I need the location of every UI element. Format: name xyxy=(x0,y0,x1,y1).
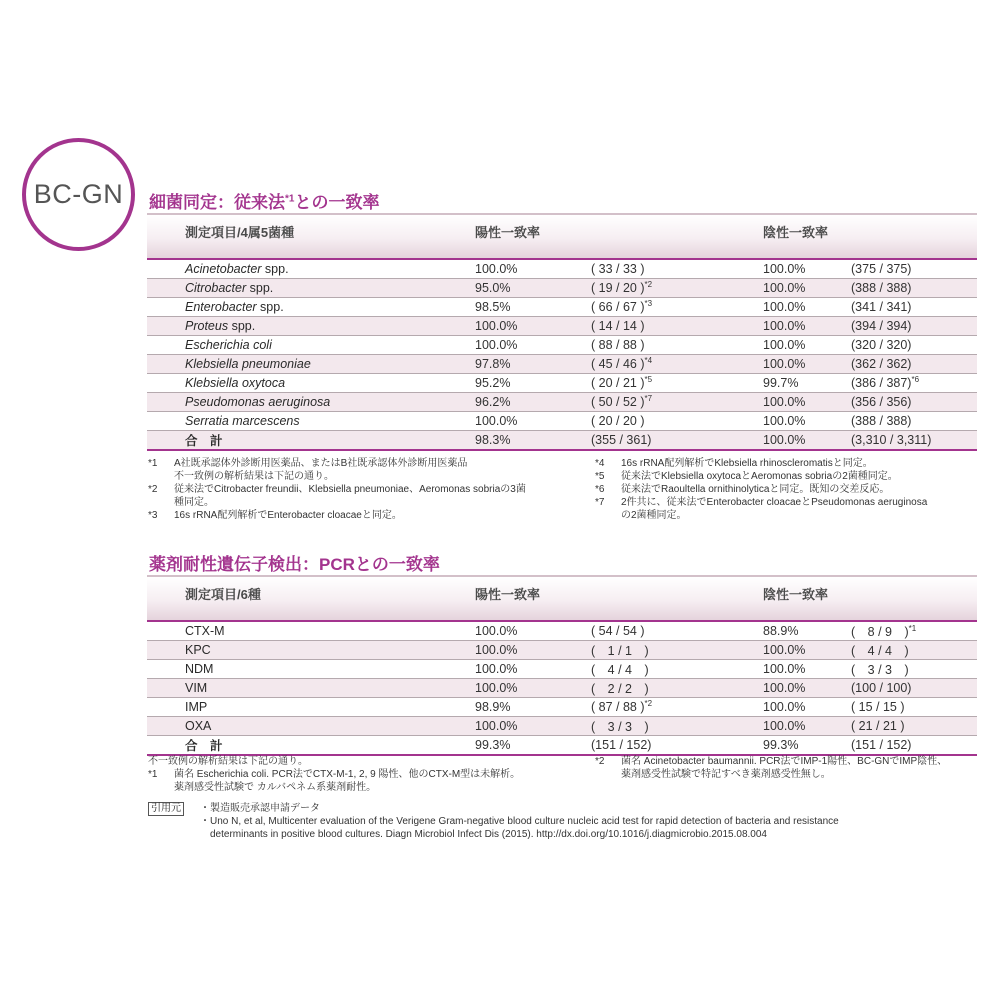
table-row xyxy=(147,355,977,374)
positive-footnote-mark: *2 xyxy=(644,699,653,709)
negative-count-cell xyxy=(851,698,977,717)
negative-count-cell xyxy=(851,259,977,279)
positive-count-cell xyxy=(563,279,763,298)
item-name xyxy=(147,374,475,393)
table-row xyxy=(147,393,977,412)
footnote-key: *5 xyxy=(595,471,605,482)
citation-line: determinants in positive blood cultures. Diagn Microbiol Infect Dis (2015). http://dx.doi.org/10.1016/j.diagmicrobio.2015.08.004 xyxy=(200,829,767,840)
citation-line: ・Uno N, et al, Multicenter evaluation of the Verigene Gram-negative blood culture nucleic acid test for rapid detection of bacteria and resistance xyxy=(200,816,839,827)
table-row xyxy=(147,679,977,698)
positive-count: ( 2 / 2 ) xyxy=(591,682,649,696)
positive-count-cell xyxy=(563,374,763,393)
negative-count: (394 / 394) xyxy=(851,319,912,334)
total-row xyxy=(147,431,977,451)
positive-rate: 100.0% xyxy=(475,717,563,736)
footnote-key: *1 xyxy=(148,769,158,780)
total-positive-rate: 99.3% xyxy=(475,736,563,756)
negative-rate: 100.0% xyxy=(763,660,851,679)
total-label: 合 計 xyxy=(147,736,475,756)
item-name-text: Citrobacter xyxy=(185,281,247,295)
section1-notes-left xyxy=(148,457,568,522)
footnote-text: 16s rRNA配列解析でEnterobacter cloacaeと同定。 xyxy=(174,510,402,521)
positive-count-cell xyxy=(563,393,763,412)
item-name xyxy=(147,621,475,641)
item-name xyxy=(147,679,475,698)
negative-rate: 100.0% xyxy=(763,355,851,374)
item-name-text: IMP xyxy=(185,700,208,714)
item-name-text: KPC xyxy=(185,643,211,657)
footnote xyxy=(148,768,588,781)
footnote xyxy=(148,457,568,470)
item-name xyxy=(147,279,475,298)
table-row xyxy=(147,279,977,298)
negative-count: (320 / 320) xyxy=(851,338,912,353)
negative-rate: 100.0% xyxy=(763,336,851,355)
negative-rate: 100.0% xyxy=(763,279,851,298)
footnote-text: 菌名 Acinetobacter baumannii. PCR法でIMP-1陽性、BC-GNでIMP陰性、 xyxy=(621,756,948,767)
total-positive-count: (355 / 361) xyxy=(563,431,763,451)
item-name xyxy=(147,355,475,374)
positive-rate: 100.0% xyxy=(475,621,563,641)
footnote-key: *1 xyxy=(148,458,158,469)
positive-count: ( 20 / 20 ) xyxy=(591,414,645,429)
positive-count: ( 66 / 67 ) xyxy=(591,300,645,315)
negative-rate: 100.0% xyxy=(763,317,851,336)
negative-count: ( 4 / 4 ) xyxy=(851,644,909,658)
negative-count-cell xyxy=(851,660,977,679)
footnote-text: 薬剤感受性試験で特記すべき薬剤感受性無し。 xyxy=(621,769,831,780)
footnote-key xyxy=(595,768,621,781)
footnote-text: の2菌種同定。 xyxy=(621,510,687,521)
total-positive-rate: 98.3% xyxy=(475,431,563,451)
item-name xyxy=(147,336,475,355)
footnote-text: 菌名 Escherichia coli. PCR法でCTX-M-1, 2, 9 陽性、他のCTX-M型は未解析。 xyxy=(174,769,521,780)
positive-footnote-mark: *5 xyxy=(644,375,653,385)
positive-rate: 98.5% xyxy=(475,298,563,317)
section1-notes-right xyxy=(595,457,975,522)
total-positive-count: (151 / 152) xyxy=(563,736,763,756)
footnote xyxy=(595,755,975,768)
item-name xyxy=(147,298,475,317)
item-name-text: Acinetobacter xyxy=(185,262,262,276)
item-name-text: Klebsiella pneumoniae xyxy=(185,357,311,371)
section2-title: 薬剤耐性遺伝子検出：PCRとの一致率 xyxy=(149,555,440,574)
total-label: 合 計 xyxy=(147,431,475,451)
negative-count-cell xyxy=(851,374,977,393)
positive-rate: 95.2% xyxy=(475,374,563,393)
section2-notes-right xyxy=(595,755,975,781)
footnote-key xyxy=(148,496,174,509)
positive-count-cell xyxy=(563,679,763,698)
positive-count: ( 50 / 52 ) xyxy=(591,395,645,410)
table-row xyxy=(147,298,977,317)
item-name-text: OXA xyxy=(185,719,212,733)
table-row xyxy=(147,660,977,679)
footnote xyxy=(595,509,975,522)
positive-count: ( 54 / 54 ) xyxy=(591,624,645,639)
positive-rate: 100.0% xyxy=(475,679,563,698)
positive-count-cell xyxy=(563,317,763,336)
citation-label: 引用元 xyxy=(148,802,184,816)
resistance-gene-table xyxy=(147,575,977,756)
section2-notes-left xyxy=(148,768,588,794)
header-negative: 陰性一致率 xyxy=(763,214,977,259)
footnote-text: 従来法でRaoultella ornithinolyticaと同定。既知の交差反応。 xyxy=(621,484,890,495)
negative-rate: 100.0% xyxy=(763,298,851,317)
item-name-suffix: spp. xyxy=(246,281,274,295)
negative-count: (341 / 341) xyxy=(851,300,912,315)
negative-count: ( 15 / 15 ) xyxy=(851,700,905,715)
footnote-key: *7 xyxy=(595,497,605,508)
negative-count-cell xyxy=(851,641,977,660)
negative-count: (386 / 387) xyxy=(851,376,912,391)
positive-count-cell xyxy=(563,621,763,641)
item-name-text: Pseudomonas aeruginosa xyxy=(185,395,331,409)
section2-notes-intro: 不一致例の解析結果は下記の通り。 xyxy=(148,756,308,767)
positive-count: ( 87 / 88 ) xyxy=(591,700,645,715)
header-positive: 陽性一致率 xyxy=(475,576,763,621)
positive-count-cell xyxy=(563,336,763,355)
negative-count-cell xyxy=(851,279,977,298)
positive-footnote-mark: *3 xyxy=(644,299,653,309)
negative-count: (362 / 362) xyxy=(851,357,912,372)
item-name-text: Proteus xyxy=(185,319,229,333)
negative-rate: 100.0% xyxy=(763,412,851,431)
negative-rate: 100.0% xyxy=(763,679,851,698)
footnote-key xyxy=(148,470,174,483)
citation-text xyxy=(200,802,960,841)
positive-rate: 100.0% xyxy=(475,660,563,679)
negative-count: (388 / 388) xyxy=(851,414,912,429)
positive-count: ( 14 / 14 ) xyxy=(591,319,645,334)
negative-count-cell xyxy=(851,336,977,355)
section1-title: 細菌同定：従来法$^{*1}$との一致率 xyxy=(149,193,380,212)
positive-count-cell xyxy=(563,641,763,660)
header-item: 測定項目/4属5菌種 xyxy=(147,214,475,259)
table-row xyxy=(147,412,977,431)
positive-rate: 100.0% xyxy=(475,259,563,279)
positive-footnote-mark: *7 xyxy=(644,394,653,404)
negative-count-cell xyxy=(851,717,977,736)
total-negative-count: (151 / 152) xyxy=(851,736,977,756)
footnote-text: 16s rRNA配列解析でKlebsiella rhinoscleromatisと同定。 xyxy=(621,458,873,469)
footnote-text: 2件共に、従来法でEnterobacter cloacaeとPseudomonas aeruginosa xyxy=(621,497,928,508)
total-negative-rate: 100.0% xyxy=(763,431,851,451)
negative-count-cell xyxy=(851,621,977,641)
positive-rate: 100.0% xyxy=(475,412,563,431)
positive-count-cell xyxy=(563,412,763,431)
item-name-text: Klebsiella oxytoca xyxy=(185,376,286,390)
footnote-text: A社既承認体外診断用医薬品、またはB社既承認体外診断用医薬品 xyxy=(174,458,468,469)
footnote-key: *2 xyxy=(148,484,158,495)
footnote xyxy=(595,457,975,470)
negative-footnote-mark: *6 xyxy=(911,375,920,385)
positive-count-cell xyxy=(563,259,763,279)
item-name-text: CTX-M xyxy=(185,624,225,638)
negative-count-cell xyxy=(851,393,977,412)
positive-count: ( 19 / 20 ) xyxy=(591,281,645,296)
negative-count: (100 / 100) xyxy=(851,681,912,696)
item-name xyxy=(147,317,475,336)
item-name xyxy=(147,259,475,279)
table-row xyxy=(147,317,977,336)
positive-rate: 100.0% xyxy=(475,641,563,660)
positive-count: ( 45 / 46 ) xyxy=(591,357,645,372)
total-negative-count: (3,310 / 3,311) xyxy=(851,431,977,451)
item-name xyxy=(147,412,475,431)
positive-count-cell xyxy=(563,298,763,317)
item-name xyxy=(147,698,475,717)
positive-count: ( 1 / 1 ) xyxy=(591,644,649,658)
footnote-key: *6 xyxy=(595,484,605,495)
negative-count-cell xyxy=(851,317,977,336)
positive-count: ( 33 / 33 ) xyxy=(591,262,645,277)
negative-count-cell xyxy=(851,298,977,317)
header-negative: 陰性一致率 xyxy=(763,576,977,621)
positive-rate: 100.0% xyxy=(475,336,563,355)
footnote xyxy=(595,483,975,496)
footnote xyxy=(595,496,975,509)
header-positive: 陽性一致率 xyxy=(475,214,763,259)
positive-footnote-mark: *4 xyxy=(644,356,653,366)
footnote xyxy=(148,509,568,522)
bc-gn-badge: BC-GN xyxy=(22,138,135,251)
negative-rate: 100.0% xyxy=(763,698,851,717)
footnote xyxy=(148,496,568,509)
item-name-text: Enterobacter xyxy=(185,300,257,314)
positive-count: ( 3 / 3 ) xyxy=(591,720,649,734)
positive-count-cell xyxy=(563,717,763,736)
footnote-key: *4 xyxy=(595,458,605,469)
item-name-text: NDM xyxy=(185,662,214,676)
negative-rate: 100.0% xyxy=(763,641,851,660)
item-name-text: VIM xyxy=(185,681,208,695)
positive-rate: 95.0% xyxy=(475,279,563,298)
footnote xyxy=(148,483,568,496)
footnote xyxy=(148,470,568,483)
negative-footnote-mark: *1 xyxy=(908,623,917,633)
item-name xyxy=(147,660,475,679)
negative-count-cell xyxy=(851,412,977,431)
footnote-text: 従来法でKlebsiella oxytocaとAeromonas sobriaの2菌種同定。 xyxy=(621,471,898,482)
negative-count: ( 8 / 9 ) xyxy=(851,625,909,639)
footnote-text: 従来法でCitrobacter freundii、Klebsiella pneumoniae、Aeromonas sobriaの3菌 xyxy=(174,484,526,495)
positive-footnote-mark: *2 xyxy=(644,280,653,290)
header-item: 測定項目/6種 xyxy=(147,576,475,621)
positive-count-cell xyxy=(563,698,763,717)
positive-count-cell xyxy=(563,660,763,679)
item-name-suffix: spp. xyxy=(228,319,256,333)
negative-count-cell xyxy=(851,355,977,374)
footnote-key xyxy=(595,509,621,522)
negative-rate: 100.0% xyxy=(763,717,851,736)
item-name xyxy=(147,717,475,736)
negative-rate: 100.0% xyxy=(763,259,851,279)
item-name-text: Serratia marcescens xyxy=(185,414,300,428)
negative-count-cell xyxy=(851,679,977,698)
footnote-key: *2 xyxy=(595,756,605,767)
positive-count-cell xyxy=(563,355,763,374)
positive-rate: 98.9% xyxy=(475,698,563,717)
footnote-key: *3 xyxy=(148,510,158,521)
bacteria-table xyxy=(147,213,977,451)
item-name-suffix: spp. xyxy=(256,300,284,314)
table-row xyxy=(147,336,977,355)
footnote xyxy=(148,781,588,794)
item-name xyxy=(147,393,475,412)
footnote-key xyxy=(148,781,174,794)
footnote-text: 薬剤感受性試験で カルバペネム系薬剤耐性。 xyxy=(174,782,377,793)
table-row xyxy=(147,374,977,393)
table-row xyxy=(147,259,977,279)
positive-rate: 96.2% xyxy=(475,393,563,412)
negative-count: (356 / 356) xyxy=(851,395,912,410)
negative-rate: 100.0% xyxy=(763,393,851,412)
table-row xyxy=(147,717,977,736)
negative-rate: 99.7% xyxy=(763,374,851,393)
positive-count: ( 88 / 88 ) xyxy=(591,338,645,353)
footnote-text: 種同定。 xyxy=(174,497,214,508)
positive-count: ( 4 / 4 ) xyxy=(591,663,649,677)
table-row xyxy=(147,641,977,660)
footnote xyxy=(595,768,975,781)
item-name-suffix: spp. xyxy=(261,262,289,276)
negative-count: (388 / 388) xyxy=(851,281,912,296)
table-row xyxy=(147,621,977,641)
footnote xyxy=(595,470,975,483)
total-row xyxy=(147,736,977,756)
positive-rate: 100.0% xyxy=(475,317,563,336)
negative-count: (375 / 375) xyxy=(851,262,912,277)
negative-rate: 88.9% xyxy=(763,621,851,641)
positive-count: ( 20 / 21 ) xyxy=(591,376,645,391)
total-negative-rate: 99.3% xyxy=(763,736,851,756)
positive-rate: 97.8% xyxy=(475,355,563,374)
table-row xyxy=(147,698,977,717)
item-name xyxy=(147,641,475,660)
item-name-text: Escherichia coli xyxy=(185,338,272,352)
footnote-text: 不一致例の解析結果は下記の通り。 xyxy=(174,471,334,482)
negative-count: ( 21 / 21 ) xyxy=(851,719,905,734)
negative-count: ( 3 / 3 ) xyxy=(851,663,909,677)
citation-line: ・製造販売承認申請データ xyxy=(200,803,320,814)
